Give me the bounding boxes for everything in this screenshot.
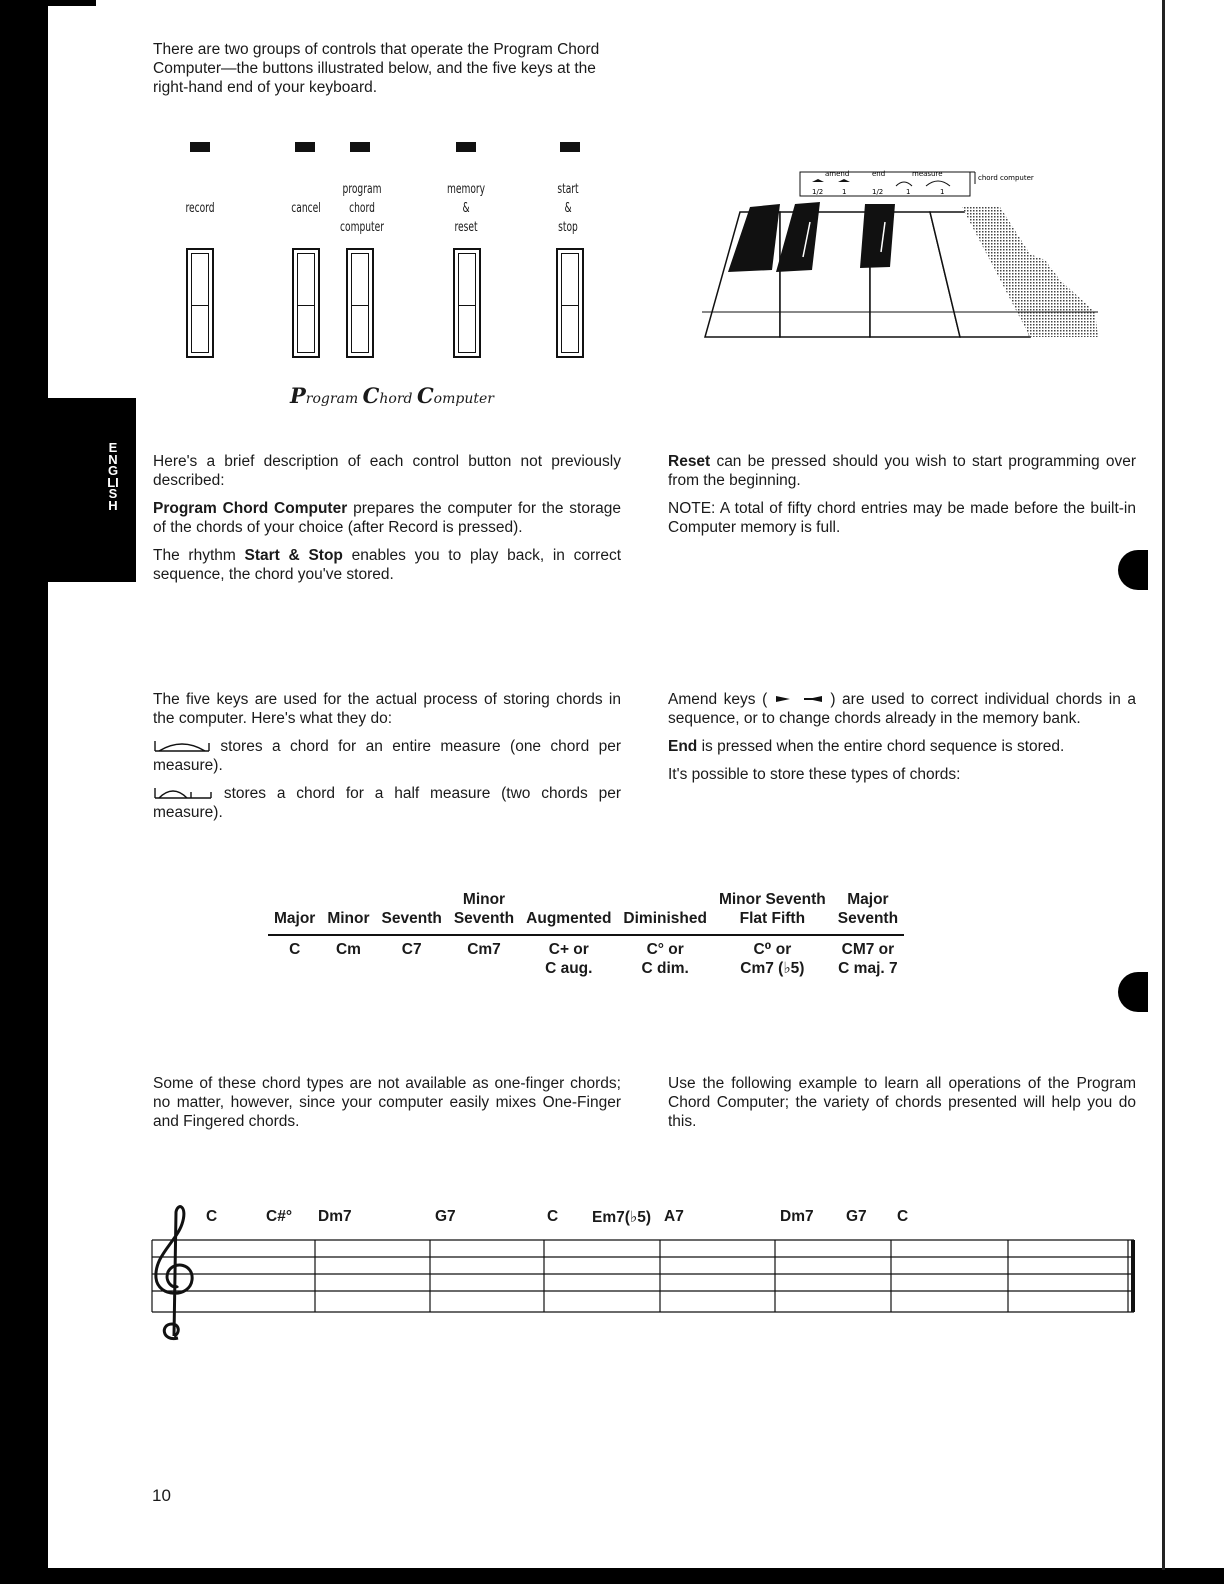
chord-types-note: Some of these chord types are not available as one-finger chords; no matter, however, since your computer easily mixes One-Finger and Fingered chords. [153,1075,621,1130]
program-chord-computer-label: program chord computer [340,182,384,235]
chord-symbol: Em7(♭5) [592,1209,651,1226]
cell-minor-seventh: Cm7 [467,941,501,958]
program-indicator [350,142,370,152]
whole-measure-description: stores a chord for an entire measure (one chord per measure). [153,738,621,774]
cancel-indicator [295,142,315,152]
chord-types-table [268,890,904,978]
scan-border-bottom [0,1568,1224,1584]
reset-description-column [668,452,1136,537]
key-mark: 1/2 [812,188,824,196]
amend-keys-label: amend [825,170,850,178]
chord-symbol: C#° [266,1208,293,1225]
amend-keys-description: Amend keys ( ) are used to correct individual chords in a sequence, or to change chords already in the memory bank. [668,691,1136,727]
language-tab-label: ENGLISH [107,440,119,513]
chord-symbol: G7 [435,1208,456,1225]
treble-clef-icon [156,1207,192,1339]
punch-hole-top [1118,550,1148,590]
description-intro: Here's a brief description of each control button not previously described: [153,453,621,489]
language-tab [48,398,136,582]
start-stop-description: The rhythm Start & Stop enables you to play back, in correct sequence, the chord you've stored. [153,547,621,583]
example-intro: Use the following example to learn all operations of the Program Chord Computer; the variety of chords presented will help you do this. [668,1075,1136,1130]
memory-reset-button[interactable] [453,248,481,358]
chord-symbol: A7 [664,1208,684,1225]
half-measure-icon [896,182,912,186]
intro-paragraph: There are two groups of controls that operate the Program Chord Computer—the buttons illustrated below, and the five keys at the right-hand end of your keyboard. [153,41,600,96]
control-description-column [153,452,621,584]
half-measure-description: stores a chord for a half measure (two chords per measure). [153,785,621,821]
record-button[interactable] [186,248,214,358]
cell-diminished: C° or C dim. [641,941,689,977]
program-chord-computer-title: Program Chord Computer [290,383,494,408]
start-stop-button[interactable] [556,248,584,358]
cancel-button[interactable] [292,248,320,358]
amend-forward-icon [812,179,824,182]
end-key-description: End is pressed when the entire chord sequence is stored. [668,738,1065,755]
amend-end-column [668,690,1136,784]
key-mark: 1 [842,188,847,196]
cell-augmented: C+ or C aug. [545,941,593,977]
whole-measure-icon [926,181,950,186]
header-augmented: Augmented [520,890,617,935]
amend-back-icon [838,179,850,182]
scan-border-corner [48,0,96,6]
cell-minor: Cm [335,941,361,958]
cell-major-seventh: CM7 or C maj. 7 [838,941,898,977]
key-mark: 1 [906,188,911,196]
key-mark: 1/2 [872,188,884,196]
measure-keys-label: measure [912,170,943,178]
five-keys-column [153,690,621,822]
program-chord-computer-description: Program Chord Computer prepares the computer for the storage of the chords of your choice (after Record is pressed). [153,500,621,536]
final-bar-line [1131,1240,1135,1312]
chord-types-intro: It's possible to store these types of chords: [668,766,961,783]
chord-symbol: Dm7 [318,1208,352,1225]
half-measure-key-icon [153,786,213,800]
scan-border-right [1162,0,1165,1570]
chord-computer-label: chord computer [978,174,1034,182]
header-diminished: Diminished [617,890,713,935]
key-mark: 1 [940,188,945,196]
chord-symbol: Dm7 [780,1208,814,1225]
punch-hole-bottom [1118,972,1148,1012]
start-indicator [560,142,580,152]
reset-description: Reset can be pressed should you wish to start programming over from the beginning. [668,453,1136,489]
page-number: 10 [152,1486,171,1505]
chord-symbol: C [206,1208,218,1225]
scan-border-left [0,0,48,1584]
header-minor-seventh-flat-fifth: Minor Seventh Flat Fifth [713,890,832,935]
memory-indicator [456,142,476,152]
program-chord-computer-button[interactable] [346,248,374,358]
memory-reset-label: memory & reset [446,182,486,235]
keyboard-illustration [700,162,1110,347]
five-keys-intro: The five keys are used for the actual process of storing chords in the computer. Here's what they do: [153,691,621,727]
chord-symbol: C [547,1208,559,1225]
record-indicator [190,142,210,152]
header-major: Major [268,890,321,935]
chord-table-row [268,935,904,978]
end-key-label: end [872,170,886,178]
header-major-seventh: Major Seventh [832,890,904,935]
cell-major: C [289,941,301,958]
chord-symbol: G7 [846,1208,867,1225]
amend-arrows-icon [774,694,824,704]
chord-symbol: C [897,1208,909,1225]
chord-table-header-row [268,890,904,935]
memory-note: NOTE: A total of fifty chord entries may be made before the built-in Computer memory is full. [668,500,1136,536]
header-seventh: Seventh [376,890,448,935]
record-label: record [185,201,215,216]
header-minor: Minor [321,890,375,935]
cell-minor-seventh-flat-fifth: C⁰ or Cm7 (♭5) [740,941,805,977]
cell-seventh: C7 [401,941,422,958]
cancel-label: cancel [291,201,321,216]
start-stop-label: start & stop [557,182,579,235]
music-staff [148,1200,1140,1345]
whole-measure-key-icon [153,739,211,753]
header-minor-seventh: Minor Seventh [448,890,520,935]
